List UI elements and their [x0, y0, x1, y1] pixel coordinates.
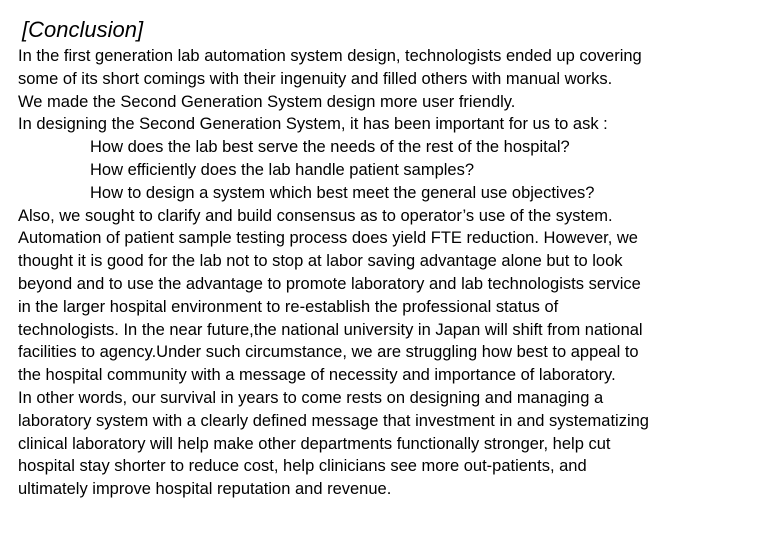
slide-title: [Conclusion] — [22, 17, 144, 42]
text-line: In other words, our survival in years to come rests on designing and managing a — [18, 388, 604, 407]
question-line: How efficiently does the lab handle patient samples? — [90, 160, 475, 179]
conclusion-body — [18, 45, 763, 501]
text-line: In designing the Second Generation System, it has been important for us to ask : — [18, 115, 608, 134]
text-line: hospital stay shorter to reduce cost, help clinicians see more out-patients, and — [18, 457, 587, 476]
question-line: How does the lab best serve the needs of the rest of the hospital? — [90, 138, 570, 157]
text-line: facilities to agency.Under such circumstance, we are struggling how best to appeal to — [18, 343, 639, 362]
text-line: beyond and to use the advantage to promote laboratory and lab technologists service — [18, 274, 641, 293]
text-line: the hospital community with a message of necessity and importance of laboratory. — [18, 366, 616, 385]
text-line: ultimately improve hospital reputation and revenue. — [18, 480, 392, 499]
text-line: thought it is good for the lab not to stop at labor saving advantage alone but to look — [18, 252, 623, 271]
text-line: technologists. In the near future,the national university in Japan will shift from national — [18, 320, 643, 339]
text-line: clinical laboratory will help make other departments functionally stronger, help cut — [18, 434, 611, 453]
text-line: We made the Second Generation System design more user friendly. — [18, 92, 516, 111]
text-line: Automation of patient sample testing process does yield FTE reduction. However, we — [18, 229, 638, 248]
text-line: Also, we sought to clarify and build consensus as to operator’s use of the system. — [18, 206, 613, 225]
text-line: some of its short comings with their ingenuity and filled others with manual works. — [18, 69, 613, 88]
text-line: laboratory system with a clearly defined message that investment in and systematizing — [18, 411, 649, 430]
text-line: in the larger hospital environment to re-establish the professional status of — [18, 297, 559, 316]
question-line: How to design a system which best meet the general use objectives? — [90, 183, 595, 202]
text-line: In the first generation lab automation system design, technologists ended up covering — [18, 47, 642, 65]
